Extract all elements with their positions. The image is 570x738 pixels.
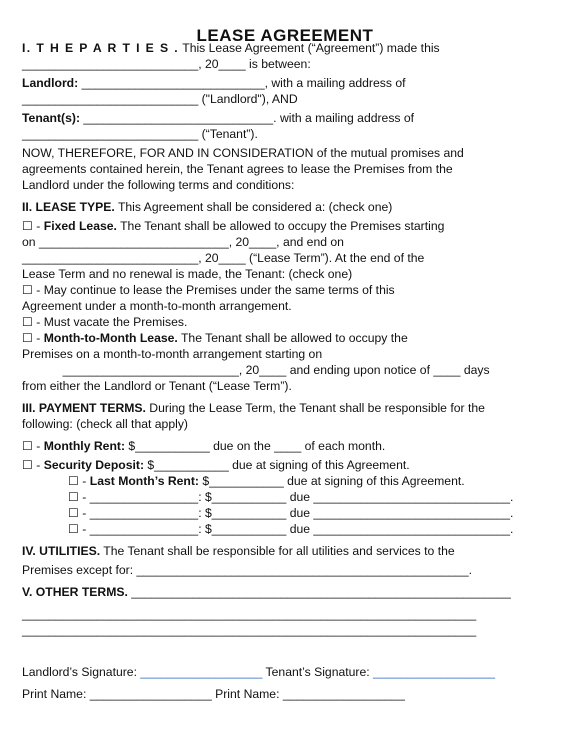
security-deposit-checkbox[interactable]: ☐ -: [22, 458, 44, 472]
lease-type-line: [22, 199, 548, 215]
tenant-signature-line[interactable]: __________________: [373, 665, 496, 679]
document-title: LEASE AGREEMENT: [196, 26, 374, 45]
option-vacate[interactable]: ☐ - Must vacate the Premises.: [22, 315, 188, 329]
tenant-signature-label: Tenant’s Signature:: [262, 665, 374, 679]
monthly-rent-checkbox[interactable]: ☐ -: [22, 439, 44, 453]
parties-heading: I. T H E P A R T I E S .: [22, 41, 180, 55]
fixed-lease-text: The Tenant shall be allowed to occupy the Premises starting: [116, 219, 445, 233]
monthly-rent-row: [22, 438, 548, 454]
fixed-lease-line-4: Lease Term and no renewal is made, the Tenant: (check one): [22, 267, 353, 281]
tenant-line-1: [22, 110, 548, 126]
security-deposit-text: $___________ due at signing of this Agreement.: [144, 458, 410, 472]
last-month-rent-row: [22, 473, 548, 489]
parties-date-line: __________________________, 20____ is between:: [22, 57, 311, 71]
payment-heading: III. PAYMENT TERMS.: [22, 401, 146, 415]
parties-intro: This Lease Agreement (“Agreement”) made this: [179, 41, 440, 55]
last-month-rent-label: Last Month’s Rent:: [89, 474, 199, 488]
other-terms-line-3: ___________________________________________________________________: [22, 623, 477, 637]
m2m-label: Month-to-Month Lease.: [43, 331, 178, 345]
tenant-label: Tenant(s):: [22, 111, 80, 125]
other-terms-blank: ________________________________________________________: [127, 585, 511, 599]
landlord-signature-label: Landlord’s Signature:: [22, 665, 141, 679]
landlord-signature-line[interactable]: __________________: [140, 665, 263, 679]
landlord-line-1: [22, 75, 548, 91]
tenant-line-2: __________________________ (“Tenant”).: [22, 127, 258, 141]
tenant-text: ____________________________. with a mailing address of: [80, 111, 415, 125]
utilities-heading: IV. UTILITIES.: [22, 544, 101, 558]
consideration-line-3: Landlord under the following terms and conditions:: [22, 178, 295, 192]
other-payment-row-2[interactable]: ☐ - ________________: $___________ due _____________________________.: [68, 506, 514, 520]
m2m-text: The Tenant shall be allowed to occupy the: [177, 331, 408, 345]
security-deposit-row: [22, 457, 548, 473]
m2m-line-3: __________________________, 20____ and ending upon notice of ____ days: [22, 363, 490, 377]
fixed-lease-line-1: [22, 218, 548, 234]
landlord-line-2: __________________________ ("Landlord"), AND: [22, 92, 298, 106]
landlord-label: Landlord:: [22, 76, 79, 90]
signature-row: [22, 664, 548, 680]
payment-intro: During the Lease Term, the Tenant shall be responsible for the: [145, 401, 485, 415]
last-month-rent-checkbox[interactable]: ☐ -: [68, 474, 90, 488]
fixed-lease-line-3: __________________________, 20____ (“Lease Term”). At the end of the: [22, 251, 425, 265]
consideration-line-1: NOW, THEREFORE, FOR AND IN CONSIDERATION of the mutual promises and: [22, 146, 464, 160]
last-month-rent-text: $___________ due at signing of this Agreement.: [199, 474, 465, 488]
m2m-line-4: from either the Landlord or Tenant (“Lease Term”).: [22, 379, 292, 393]
m2m-line-1: [22, 330, 548, 346]
parties-line-1: [22, 40, 548, 56]
fixed-lease-label: Fixed Lease.: [43, 219, 117, 233]
other-terms-line-2: ___________________________________________________________________: [22, 607, 477, 621]
monthly-rent-label: Monthly Rent:: [43, 439, 126, 453]
other-payment-row-1[interactable]: ☐ - ________________: $___________ due _____________________________.: [68, 490, 514, 504]
print-name-row: Print Name: __________________ Print Name: __________________: [22, 687, 405, 701]
utilities-intro: The Tenant shall be responsible for all utilities and services to the: [100, 544, 455, 558]
option-continue-line-1[interactable]: ☐ - May continue to lease the Premises under the same terms of this: [22, 283, 395, 297]
monthly-rent-text: $___________ due on the ____ of each month.: [125, 439, 386, 453]
fixed-lease-line-2: on ____________________________, 20____, and end on: [22, 235, 344, 249]
m2m-checkbox[interactable]: ☐ -: [22, 331, 44, 345]
utilities-line-2: Premises except for: _________________________________________________.: [22, 563, 472, 577]
landlord-text: ___________________________, with a mailing address of: [78, 76, 406, 90]
other-terms-line-1: [22, 584, 548, 600]
m2m-line-2: Premises on a month-to-month arrangement starting on: [22, 347, 323, 361]
fixed-lease-checkbox[interactable]: ☐ -: [22, 219, 44, 233]
security-deposit-label: Security Deposit:: [43, 458, 144, 472]
payment-line-1: [22, 400, 548, 416]
consideration-line-2: agreements contained herein, the Tenant agrees to lease the Premises from the: [22, 162, 453, 176]
payment-line-2: following: (check all that apply): [22, 417, 188, 431]
lease-type-heading: II. LEASE TYPE.: [22, 200, 115, 214]
utilities-line-1: [22, 543, 548, 559]
option-continue-line-2: Agreement under a month-to-month arrangement.: [22, 299, 292, 313]
other-terms-heading: V. OTHER TERMS.: [22, 585, 128, 599]
other-payment-row-3[interactable]: ☐ - ________________: $___________ due _____________________________.: [68, 522, 514, 536]
lease-type-intro: This Agreement shall be considered a: (check one): [114, 200, 393, 214]
